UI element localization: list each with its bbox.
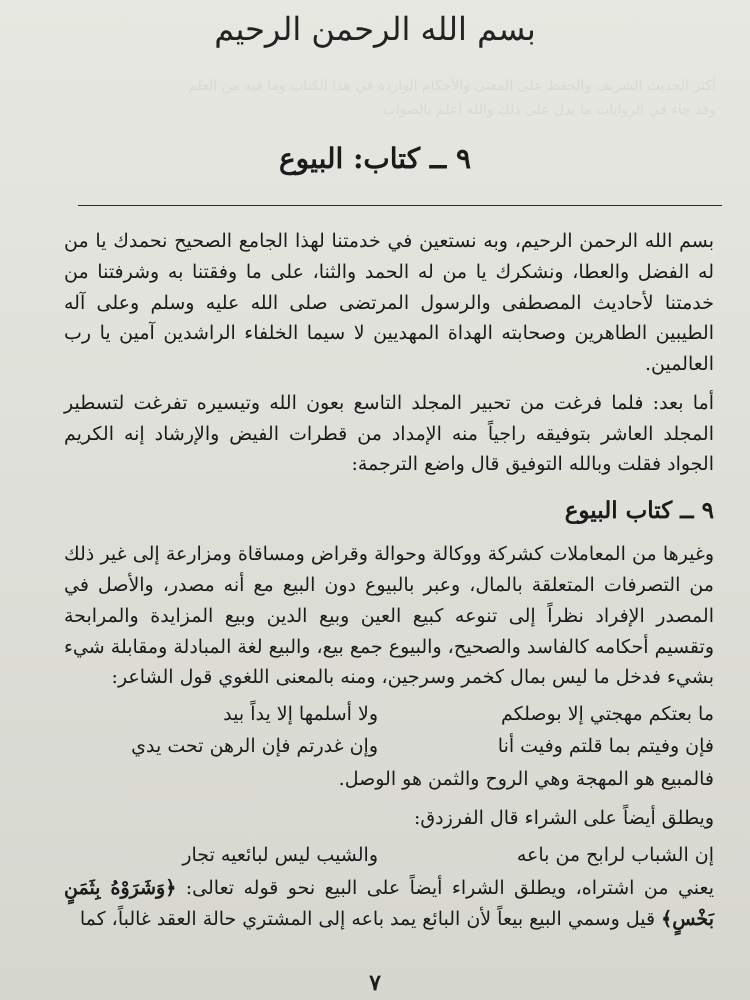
- verse-1-second-half: ولا أسلمها إلا يداً بيد: [223, 703, 378, 726]
- verse-2-first-half: فإن وفيتم بما قلتم وفيت أنا: [497, 734, 714, 757]
- farazdaq-paragraph: ويطلق أيضاً على الشراء قال الفرزدق:: [413, 807, 714, 830]
- verse-2-second-half: وإن غدرتم فإن الرهن تحت يدي: [131, 734, 378, 757]
- title-rule: [78, 205, 722, 206]
- verse-3-first-half: إن الشباب لرابح من باعه: [516, 843, 714, 866]
- body-text: [64, 226, 714, 943]
- main-paragraph: وغيرها من المعاملات كشركة ووكالة وحوالة وقراض ومساقاة ومزارعة إلى غير ذلك من التصرفات المتعلقة بالمال، وعبر بالبيوع دون البيع مع أنه مصدر، والأصل في المصدر الإفراد نظراً إلى تنوعه كبيع العين وبيع الدين وبيع المزايدة والمرابحة وتقسيم أحكامه كالفاسد والصحيح، والبيوع جمع بيع، والبيع لغة المبادلة ومقابلة شيء بشيء فدخل ما ليس بمال كخمر وسرجين، ومنه بالمعنى اللغوي قول الشاعر:: [64, 543, 714, 689]
- bleed-through-text: أكثر الحديث الشريف والحفظ على المعنى والأحكام الواردة في هذا الكتاب وما فيه من العلم وقد جاء في الروايات ما يدل على ذلك والله أعلم بالصواب: [188, 78, 716, 118]
- intro-paragraph: بسم الله الرحمن الرحيم، وبه نستعين في خدمتنا لهذا الجامع الصحيح نحمدك يا من له الفضل والعطا، ونشكرك يا من له الحمد والثنا، على ما وفقتنا به وشرفتنا من خدمتنا لأحاديث المصطفى والرسول المرتضى صلى الله عليه وسلم وعلى آله الطيبين الطاهرين وصحابته الهداة المهديين لا سيما الخلفاء الراشدين آمين يا رب العالمين.: [64, 230, 714, 376]
- final-paragraph: [64, 873, 714, 935]
- basmala-heading: بسم الله الرحمن الرحيم: [214, 10, 536, 48]
- verse-row-3: [64, 842, 714, 870]
- final-paragraph-text: يعني من اشتراه، ويطلق الشراء أيضاً على البيع نحو قوله تعالى:: [185, 877, 714, 900]
- section-title: ٩ ــ كتاب البيوع: [564, 497, 714, 525]
- verse-3-second-half: والشيب ليس لبائعيه تجار: [182, 843, 378, 866]
- after-paragraph: أما بعد: فلما فرغت من تحبير المجلد التاسع بعون الله وتيسيره تفرغت لتسطير المجلد العاشر بتوفيقه راجياً منه الإمداد من قطرات الفيض والإرشاد إنه الكريم الجواد فقلت وبالله التوفيق قال واضع الترجمة:: [64, 391, 714, 476]
- verse-row-2: [64, 733, 714, 761]
- quran-quote: ﴿وَشَرَوْهُ بِثَمَنٍ بَخْسٍ﴾: [64, 877, 714, 931]
- verse-row-1: [64, 701, 714, 729]
- page-number: ٧: [369, 970, 381, 996]
- chapter-title: ٩ ــ كتاب: البيوع: [278, 142, 472, 175]
- final-paragraph-tail: قيل وسمي البيع بيعاً لأن البائع يمد باعه إلى المشتري حالة العقد غالباً، كما: [79, 908, 656, 931]
- verse-1-first-half: ما بعتكم مهجتي إلا بوصلكم: [501, 703, 714, 726]
- explanation-paragraph: فالمبيع هو المهجة وهي الروح والثمن هو الوصل.: [338, 768, 714, 791]
